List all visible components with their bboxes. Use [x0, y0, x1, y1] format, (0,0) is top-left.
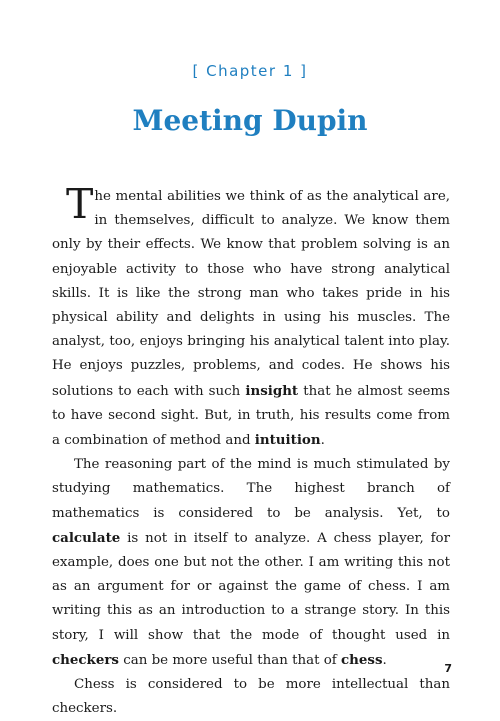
- bold-term-intuition: intuition: [254, 432, 321, 449]
- bold-term-calculate: calculate: [52, 529, 121, 546]
- paragraph-2-text-4: .: [382, 652, 387, 668]
- paragraph-2-text-3: can be more useful than that of: [118, 652, 341, 668]
- bold-term-chess: chess: [341, 651, 383, 668]
- paragraph-2-text-1: The reasoning part of the mind is much stimulated by studying mathematics. The highest branch of mathematics is considered to be analysis. Yet, to: [52, 457, 450, 521]
- paragraph-1-text-3: .: [320, 433, 325, 449]
- bold-term-insight: insight: [245, 382, 299, 399]
- body-text: [52, 180, 450, 721]
- page-number: 7: [444, 662, 452, 675]
- paragraph-1-text-1: he mental abilities we think of as the analytical are, in themselves, difficult to analyze. We know them only by their effects. We know that problem solving is an enjoyable activity to those who have strong analytical skills. It is like the strong man who takes pride in his physical ability and delights in using his muscles. The analyst, too, enjoys bringing his analytical talent into play. He enjoys puzzles, problems, and codes. He shows his solutions to each with such: [52, 189, 450, 399]
- paragraph-1-text-2: that he almost seems to have second sight. But, in truth, his results come from a combination of method and: [52, 383, 450, 449]
- chapter-label: [ Chapter 1 ]: [192, 62, 308, 80]
- drop-cap: T: [66, 180, 94, 228]
- chapter-title: Meeting Dupin: [132, 104, 368, 137]
- paragraph-3-text-1: Chess is considered to be more intellectual than checkers.: [52, 677, 450, 717]
- paragraph-1: [52, 180, 450, 453]
- paragraph-2: [52, 453, 450, 673]
- paragraph-2-text-2: is not in itself to analyze. A chess player, for example, does one but not the other. I am writing this not as an argument for or against the game of chess. I am writing this as an introduction to a strange story. In this story, I will show that the mode of thought used in: [52, 530, 450, 643]
- bold-term-checkers: checkers: [52, 651, 119, 668]
- paragraph-3: [52, 673, 450, 721]
